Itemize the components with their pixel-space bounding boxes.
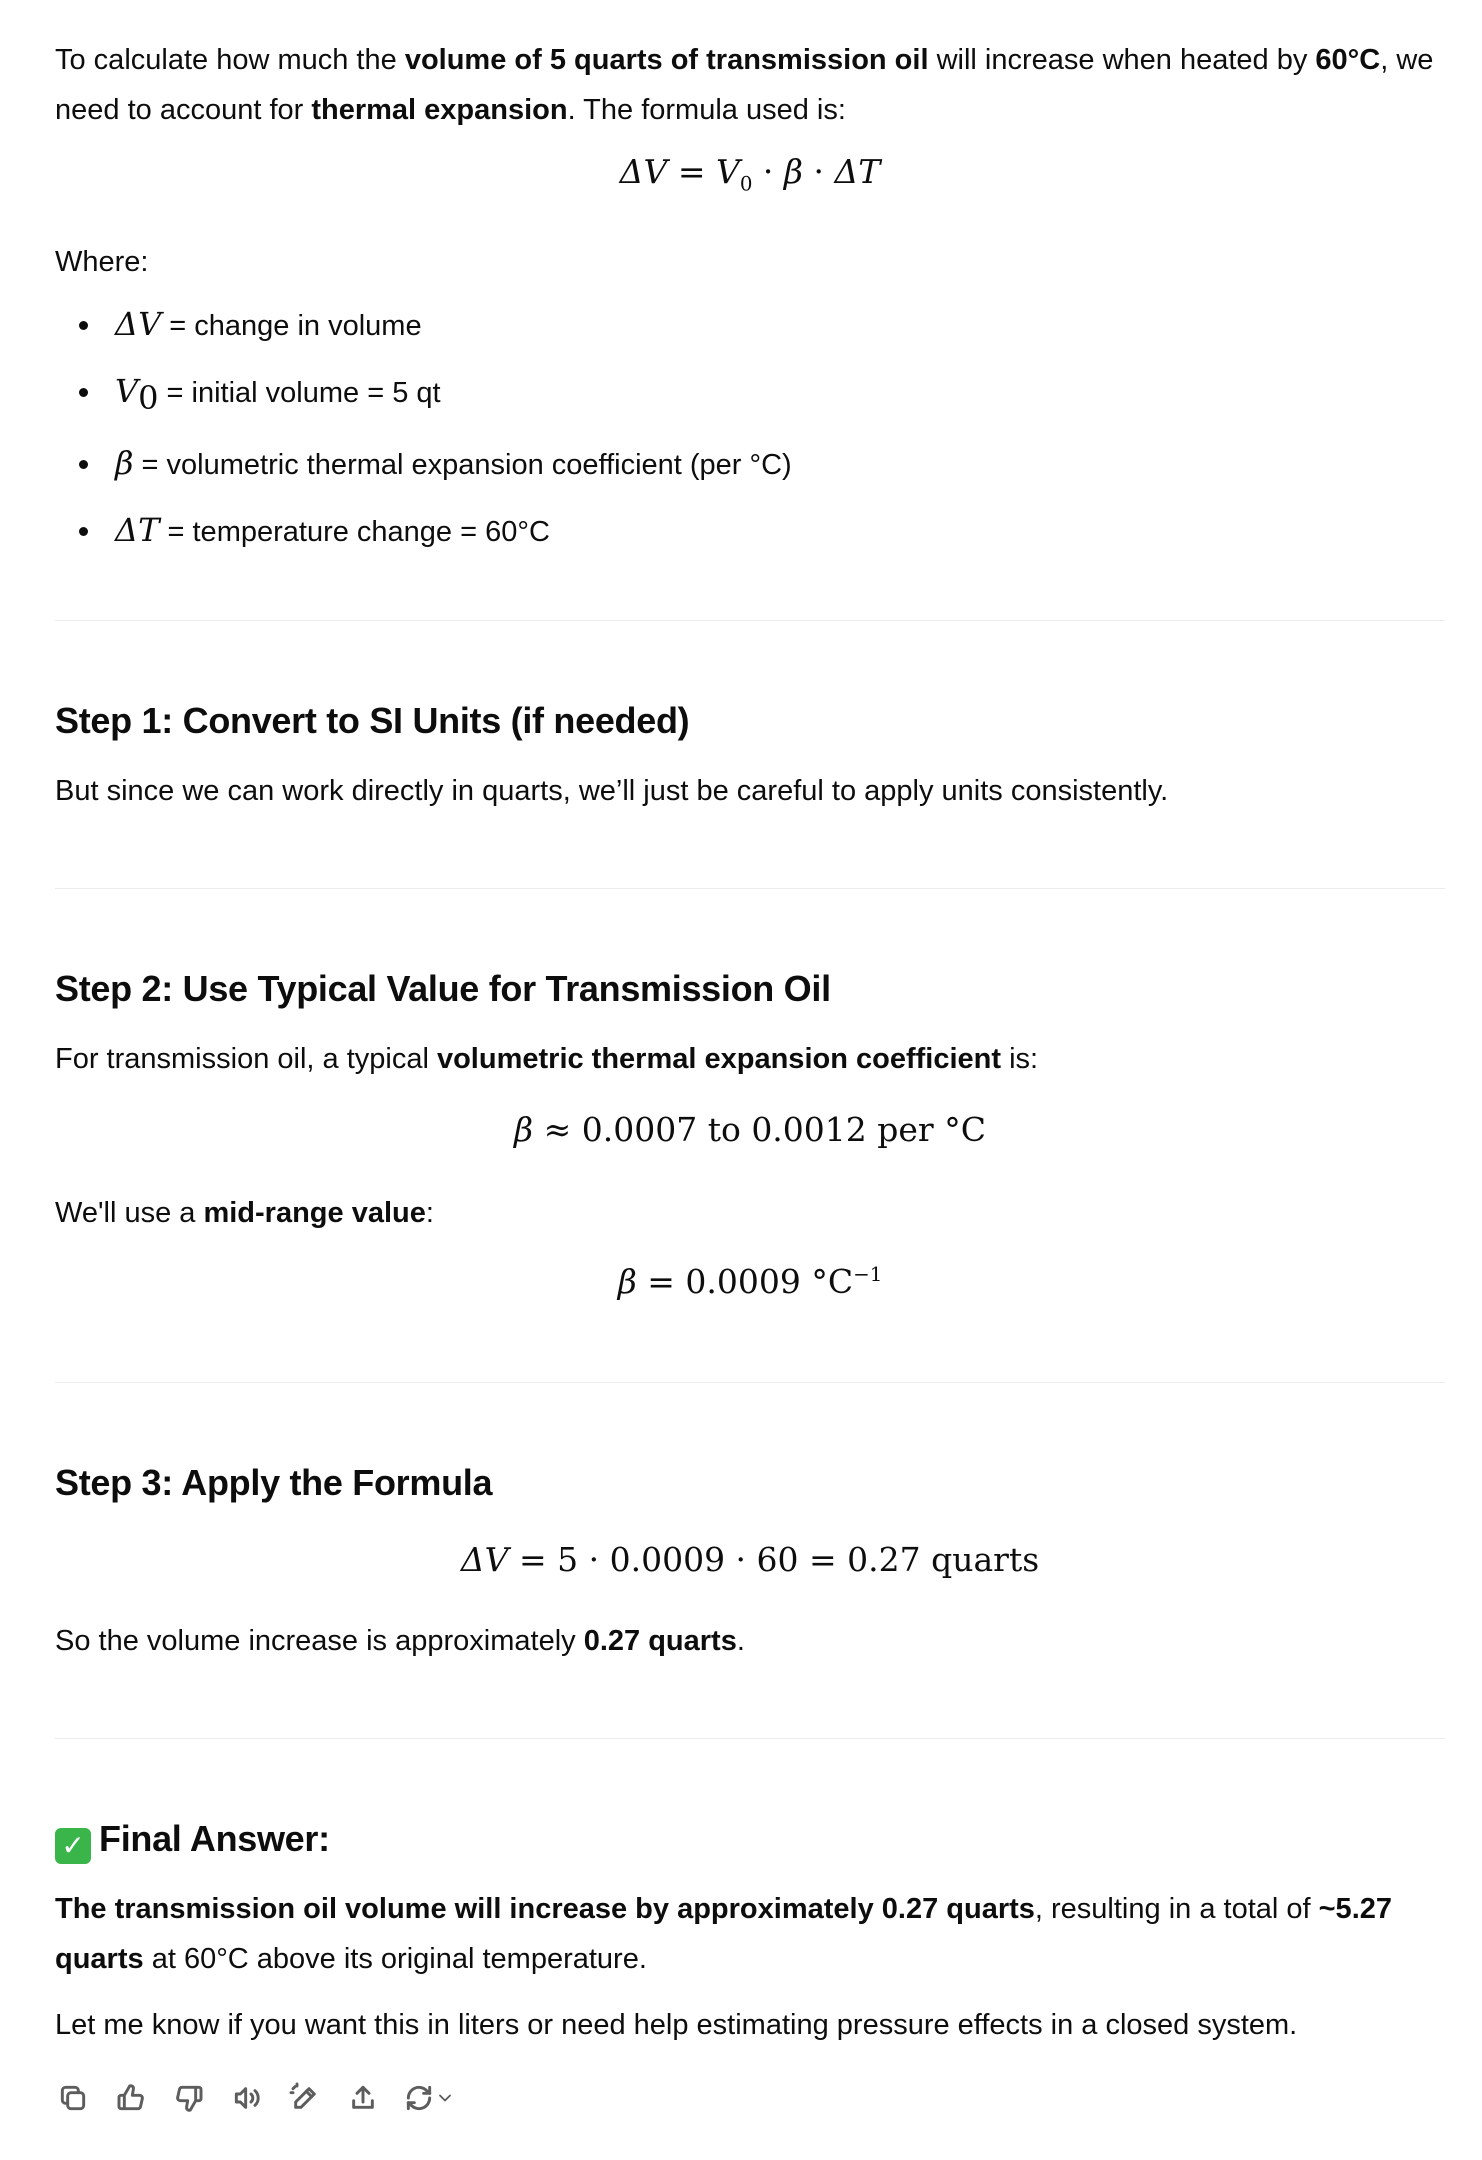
divider bbox=[55, 1738, 1445, 1739]
step1-text: But since we can work directly in quarts, we’ll just be careful to apply units consistently. bbox=[55, 775, 1169, 807]
followup-text: Let me know if you want this in liters or need help estimating pressure effects in a closed system. bbox=[55, 2009, 1298, 2041]
definitions-list bbox=[55, 292, 1435, 565]
thumbs-up-icon[interactable] bbox=[113, 2080, 149, 2116]
step2-heading: Step 2: Use Typical Value for Transmission Oil bbox=[55, 968, 831, 1009]
message-actions-toolbar bbox=[55, 2080, 461, 2116]
edit-icon[interactable] bbox=[287, 2080, 323, 2116]
mid-range-text: We'll use a mid-range value: bbox=[55, 1197, 434, 1229]
share-icon[interactable] bbox=[345, 2080, 381, 2116]
divider bbox=[55, 1382, 1445, 1383]
list-item: ΔV = change in volume bbox=[55, 292, 1435, 359]
list-item: ΔT = temperature change = 60°C bbox=[55, 498, 1435, 565]
final-answer-text: The transmission oil volume will increase by approximately 0.27 quarts, resulting in a total of ~5.27 quarts at 60°C above its original temperature. bbox=[55, 1893, 1393, 1975]
read-aloud-icon[interactable] bbox=[229, 2080, 265, 2116]
step1-heading: Step 1: Convert to SI Units (if needed) bbox=[55, 700, 690, 741]
regenerate-icon[interactable] bbox=[403, 2080, 461, 2116]
list-item: β = volumetric thermal expansion coefficient (per °C) bbox=[55, 431, 1435, 498]
step3-result-text: So the volume increase is approximately 0.27 quarts. bbox=[55, 1625, 745, 1657]
divider bbox=[55, 888, 1445, 889]
check-mark-icon: ✓ bbox=[55, 1828, 91, 1864]
list-item: $V_0$ = initial volume = 5 qt bbox=[55, 359, 1435, 431]
step3-heading: Step 3: Apply the Formula bbox=[55, 1462, 493, 1503]
formula-main: $\Delta V = V_0 \cdot \beta \cdot \Delta T$ bbox=[619, 152, 881, 196]
thumbs-down-icon[interactable] bbox=[171, 2080, 207, 2116]
divider bbox=[55, 620, 1445, 621]
formula-beta-range: β ≈ 0.0007 to 0.0012 per °C bbox=[514, 1110, 986, 1149]
intro-paragraph: To calculate how much the volume of 5 quarts of transmission oil will increase when heated by 60°C, we need to account for thermal expansion. The formula used is: bbox=[55, 44, 1434, 126]
copy-icon[interactable] bbox=[55, 2080, 91, 2116]
formula-apply: ΔV = 5 · 0.0009 · 60 = 0.27 quarts bbox=[460, 1540, 1040, 1579]
where-label: Where: bbox=[55, 246, 149, 278]
formula-beta-value: β = 0.0009 $^\circ C^{-1}$ bbox=[617, 1262, 883, 1301]
final-heading: ✓ Final Answer: bbox=[55, 1818, 330, 1864]
chevron-down-icon[interactable] bbox=[435, 2088, 455, 2108]
step2-text: For transmission oil, a typical volumetric thermal expansion coefficient is: bbox=[55, 1043, 1039, 1075]
